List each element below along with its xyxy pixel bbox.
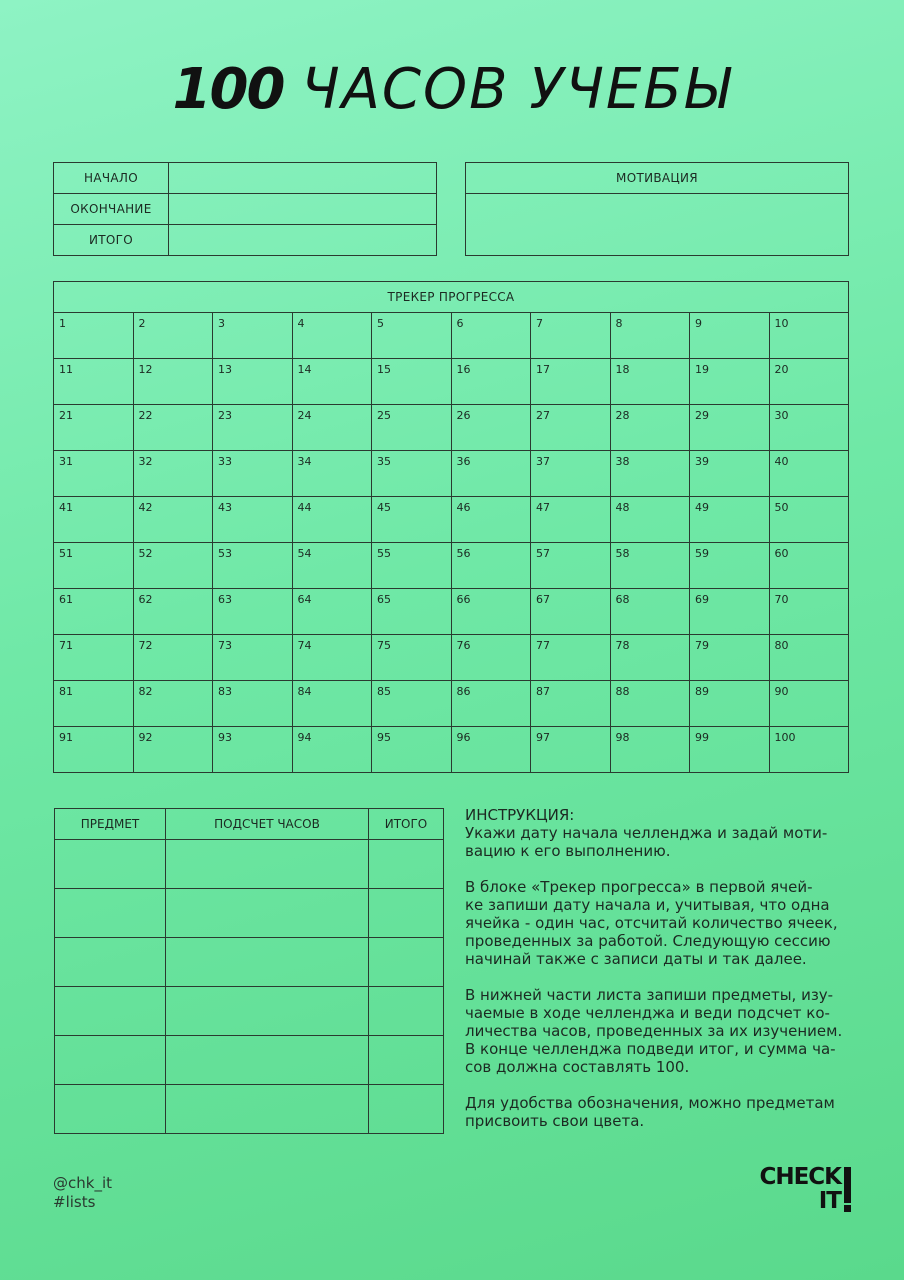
tracker-cell[interactable]: 69 (690, 589, 770, 635)
subject-row (55, 987, 444, 1036)
tracker-cell[interactable]: 27 (531, 405, 611, 451)
tracker-cell[interactable]: 39 (690, 451, 770, 497)
tracker-cell[interactable]: 77 (531, 635, 611, 681)
tracker-cell[interactable]: 33 (213, 451, 293, 497)
instructions-paragraph: Укажи дату начала челленджа и задай моти- вацию к его выполнению. (465, 824, 828, 860)
subject-row (55, 938, 444, 987)
start-label: НАЧАЛО (54, 163, 169, 194)
motivation-label: МОТИВАЦИЯ (466, 163, 849, 194)
motivation-table (465, 162, 849, 256)
tracker-cell[interactable]: 66 (451, 589, 531, 635)
tracker-cell[interactable]: 19 (690, 359, 770, 405)
tracker-cell[interactable]: 41 (54, 497, 134, 543)
tracker-cell[interactable]: 43 (213, 497, 293, 543)
end-field[interactable] (169, 194, 437, 225)
tracker-cell[interactable]: 83 (213, 681, 293, 727)
tracker-cell[interactable]: 7 (531, 313, 611, 359)
subjects-table (54, 808, 444, 1134)
subject-row (55, 840, 444, 889)
subject-column-header: ПРЕДМЕТ (55, 809, 166, 840)
tracker-cell[interactable]: 91 (54, 727, 134, 773)
logo-exclamation-bar (844, 1167, 851, 1203)
tracker-cell[interactable]: 12 (133, 359, 213, 405)
tracker-cell[interactable]: 17 (531, 359, 611, 405)
tracker-cell[interactable]: 97 (531, 727, 611, 773)
tracker-cell[interactable]: 75 (372, 635, 452, 681)
tracker-cell[interactable]: 64 (292, 589, 372, 635)
progress-tracker (53, 281, 849, 773)
tracker-cell[interactable]: 81 (54, 681, 134, 727)
subject-field[interactable] (55, 840, 166, 889)
brand-logo (737, 1164, 853, 1216)
tracker-cell[interactable]: 29 (690, 405, 770, 451)
logo-exclamation-dot (844, 1205, 851, 1212)
tracker-label: ТРЕКЕР ПРОГРЕССА (54, 282, 849, 313)
tracker-cell[interactable]: 51 (54, 543, 134, 589)
footer-handle: @chk_it (53, 1174, 112, 1192)
instructions-paragraph: В нижней части листа запиши предметы, изу- чаемые в ходе челленджа и веди подсчет ко- личества часов, проведенных за их изучением. В конце челленджа подведи итог, и сумма ча- сов должна составлять 100. (465, 986, 843, 1076)
hours-count-field[interactable] (166, 938, 369, 987)
subject-field[interactable] (55, 889, 166, 938)
total-label: ИТОГО (54, 225, 169, 256)
tracker-cell[interactable]: 40 (769, 451, 849, 497)
tracker-cell[interactable]: 15 (372, 359, 452, 405)
tracker-cell[interactable]: 78 (610, 635, 690, 681)
instructions-paragraph: В блоке «Трекер прогресса» в первой ячей- ке запиши дату начала и, учитывая, что одна ячейка - один час, отсчитай количество ячеек, проведенных за работой. Следующую сессию начинай также с записи даты и так далее. (465, 878, 838, 968)
tracker-cell[interactable]: 100 (769, 727, 849, 773)
subject-total-field[interactable] (369, 1036, 444, 1085)
tracker-cell[interactable]: 52 (133, 543, 213, 589)
tracker-cell[interactable]: 90 (769, 681, 849, 727)
motivation-field[interactable] (466, 194, 849, 256)
total-field[interactable] (169, 225, 437, 256)
tracker-cell[interactable]: 88 (610, 681, 690, 727)
tracker-cell[interactable]: 23 (213, 405, 293, 451)
tracker-cell[interactable]: 34 (292, 451, 372, 497)
tracker-cell[interactable]: 59 (690, 543, 770, 589)
instructions-heading: ИНСТРУКЦИЯ: (465, 806, 575, 824)
tracker-cell[interactable]: 93 (213, 727, 293, 773)
tracker-cell[interactable]: 48 (610, 497, 690, 543)
tracker-cell[interactable]: 4 (292, 313, 372, 359)
tracker-cell[interactable]: 68 (610, 589, 690, 635)
start-field[interactable] (169, 163, 437, 194)
tracker-cell[interactable]: 49 (690, 497, 770, 543)
tracker-cell[interactable]: 87 (531, 681, 611, 727)
tracker-cell[interactable]: 46 (451, 497, 531, 543)
tracker-cell[interactable]: 60 (769, 543, 849, 589)
hours-count-field[interactable] (166, 987, 369, 1036)
tracker-cell[interactable]: 62 (133, 589, 213, 635)
hours-count-field[interactable] (166, 889, 369, 938)
tracker-cell[interactable]: 95 (372, 727, 452, 773)
tracker-cell[interactable]: 36 (451, 451, 531, 497)
tracker-cell[interactable]: 65 (372, 589, 452, 635)
tracker-cell[interactable]: 92 (133, 727, 213, 773)
tracker-cell[interactable]: 2 (133, 313, 213, 359)
tracker-cell[interactable]: 8 (610, 313, 690, 359)
tracker-cell[interactable]: 85 (372, 681, 452, 727)
tracker-cell[interactable]: 74 (292, 635, 372, 681)
tracker-cell[interactable]: 35 (372, 451, 452, 497)
tracker-cell[interactable]: 94 (292, 727, 372, 773)
dates-table (53, 162, 437, 256)
tracker-cell[interactable]: 89 (690, 681, 770, 727)
tracker-cell[interactable]: 50 (769, 497, 849, 543)
tracker-cell[interactable]: 38 (610, 451, 690, 497)
tracker-cell[interactable]: 47 (531, 497, 611, 543)
tracker-cell[interactable]: 45 (372, 497, 452, 543)
tracker-cell[interactable]: 1 (54, 313, 134, 359)
tracker-cell[interactable]: 18 (610, 359, 690, 405)
tracker-cell[interactable]: 99 (690, 727, 770, 773)
subject-total-field[interactable] (369, 889, 444, 938)
tracker-cell[interactable]: 56 (451, 543, 531, 589)
tracker-cell[interactable]: 13 (213, 359, 293, 405)
tracker-cell[interactable]: 28 (610, 405, 690, 451)
tracker-cell[interactable]: 61 (54, 589, 134, 635)
footer-tag: #lists (53, 1193, 96, 1211)
tracker-cell[interactable]: 44 (292, 497, 372, 543)
title-text: ЧАСОВ УЧЕБЫ (301, 57, 732, 122)
tracker-cell[interactable]: 26 (451, 405, 531, 451)
subject-field[interactable] (55, 1085, 166, 1134)
tracker-cell[interactable]: 67 (531, 589, 611, 635)
tracker-cell[interactable]: 6 (451, 313, 531, 359)
title-number: 100 (172, 57, 284, 122)
tracker-cell[interactable]: 32 (133, 451, 213, 497)
subject-row (55, 1036, 444, 1085)
tracker-cell[interactable]: 20 (769, 359, 849, 405)
tracker-cell[interactable]: 37 (531, 451, 611, 497)
logo-line1: CHECK (759, 1164, 841, 1190)
tracker-cell[interactable]: 72 (133, 635, 213, 681)
tracker-cell[interactable]: 76 (451, 635, 531, 681)
tracker-cell[interactable]: 98 (610, 727, 690, 773)
tracker-cell[interactable]: 9 (690, 313, 770, 359)
tracker-cell[interactable]: 73 (213, 635, 293, 681)
tracker-cell[interactable]: 16 (451, 359, 531, 405)
instructions (465, 806, 865, 1148)
tracker-cell[interactable]: 31 (54, 451, 134, 497)
tracker-cell[interactable]: 42 (133, 497, 213, 543)
subject-row (55, 1085, 444, 1134)
footer (53, 1174, 112, 1212)
tracker-cell[interactable]: 21 (54, 405, 134, 451)
logo-line2: IT (818, 1188, 841, 1214)
hours-count-field[interactable] (166, 840, 369, 889)
hours-count-column-header: ПОДСЧЕТ ЧАСОВ (166, 809, 369, 840)
tracker-cell[interactable]: 25 (372, 405, 452, 451)
subject-total-field[interactable] (369, 840, 444, 889)
tracker-cell[interactable]: 30 (769, 405, 849, 451)
tracker-cell[interactable]: 54 (292, 543, 372, 589)
tracker-cell[interactable]: 57 (531, 543, 611, 589)
tracker-cell[interactable]: 11 (54, 359, 134, 405)
tracker-cell[interactable]: 22 (133, 405, 213, 451)
subject-field[interactable] (55, 1036, 166, 1085)
page-title (0, 58, 904, 122)
tracker-cell[interactable]: 86 (451, 681, 531, 727)
tracker-cell[interactable]: 84 (292, 681, 372, 727)
tracker-cell[interactable]: 71 (54, 635, 134, 681)
tracker-cell[interactable]: 10 (769, 313, 849, 359)
hours-count-field[interactable] (166, 1036, 369, 1085)
subject-row (55, 889, 444, 938)
tracker-cell[interactable]: 96 (451, 727, 531, 773)
tracker-cell[interactable]: 63 (213, 589, 293, 635)
end-label: ОКОНЧАНИЕ (54, 194, 169, 225)
tracker-cell[interactable]: 53 (213, 543, 293, 589)
subject-total-field[interactable] (369, 938, 444, 987)
instructions-paragraph: Для удобства обозначения, можно предметам присвоить свои цвета. (465, 1094, 835, 1130)
tracker-cell[interactable]: 14 (292, 359, 372, 405)
tracker-cell[interactable]: 58 (610, 543, 690, 589)
tracker-cell[interactable]: 55 (372, 543, 452, 589)
tracker-cell[interactable]: 70 (769, 589, 849, 635)
subject-total-field[interactable] (369, 987, 444, 1036)
tracker-cell[interactable]: 82 (133, 681, 213, 727)
subject-field[interactable] (55, 987, 166, 1036)
tracker-cell[interactable]: 80 (769, 635, 849, 681)
total-column-header: ИТОГО (369, 809, 444, 840)
subject-field[interactable] (55, 938, 166, 987)
tracker-cell[interactable]: 24 (292, 405, 372, 451)
tracker-cell[interactable]: 3 (213, 313, 293, 359)
subject-total-field[interactable] (369, 1085, 444, 1134)
tracker-cell[interactable]: 5 (372, 313, 452, 359)
hours-count-field[interactable] (166, 1085, 369, 1134)
tracker-cell[interactable]: 79 (690, 635, 770, 681)
